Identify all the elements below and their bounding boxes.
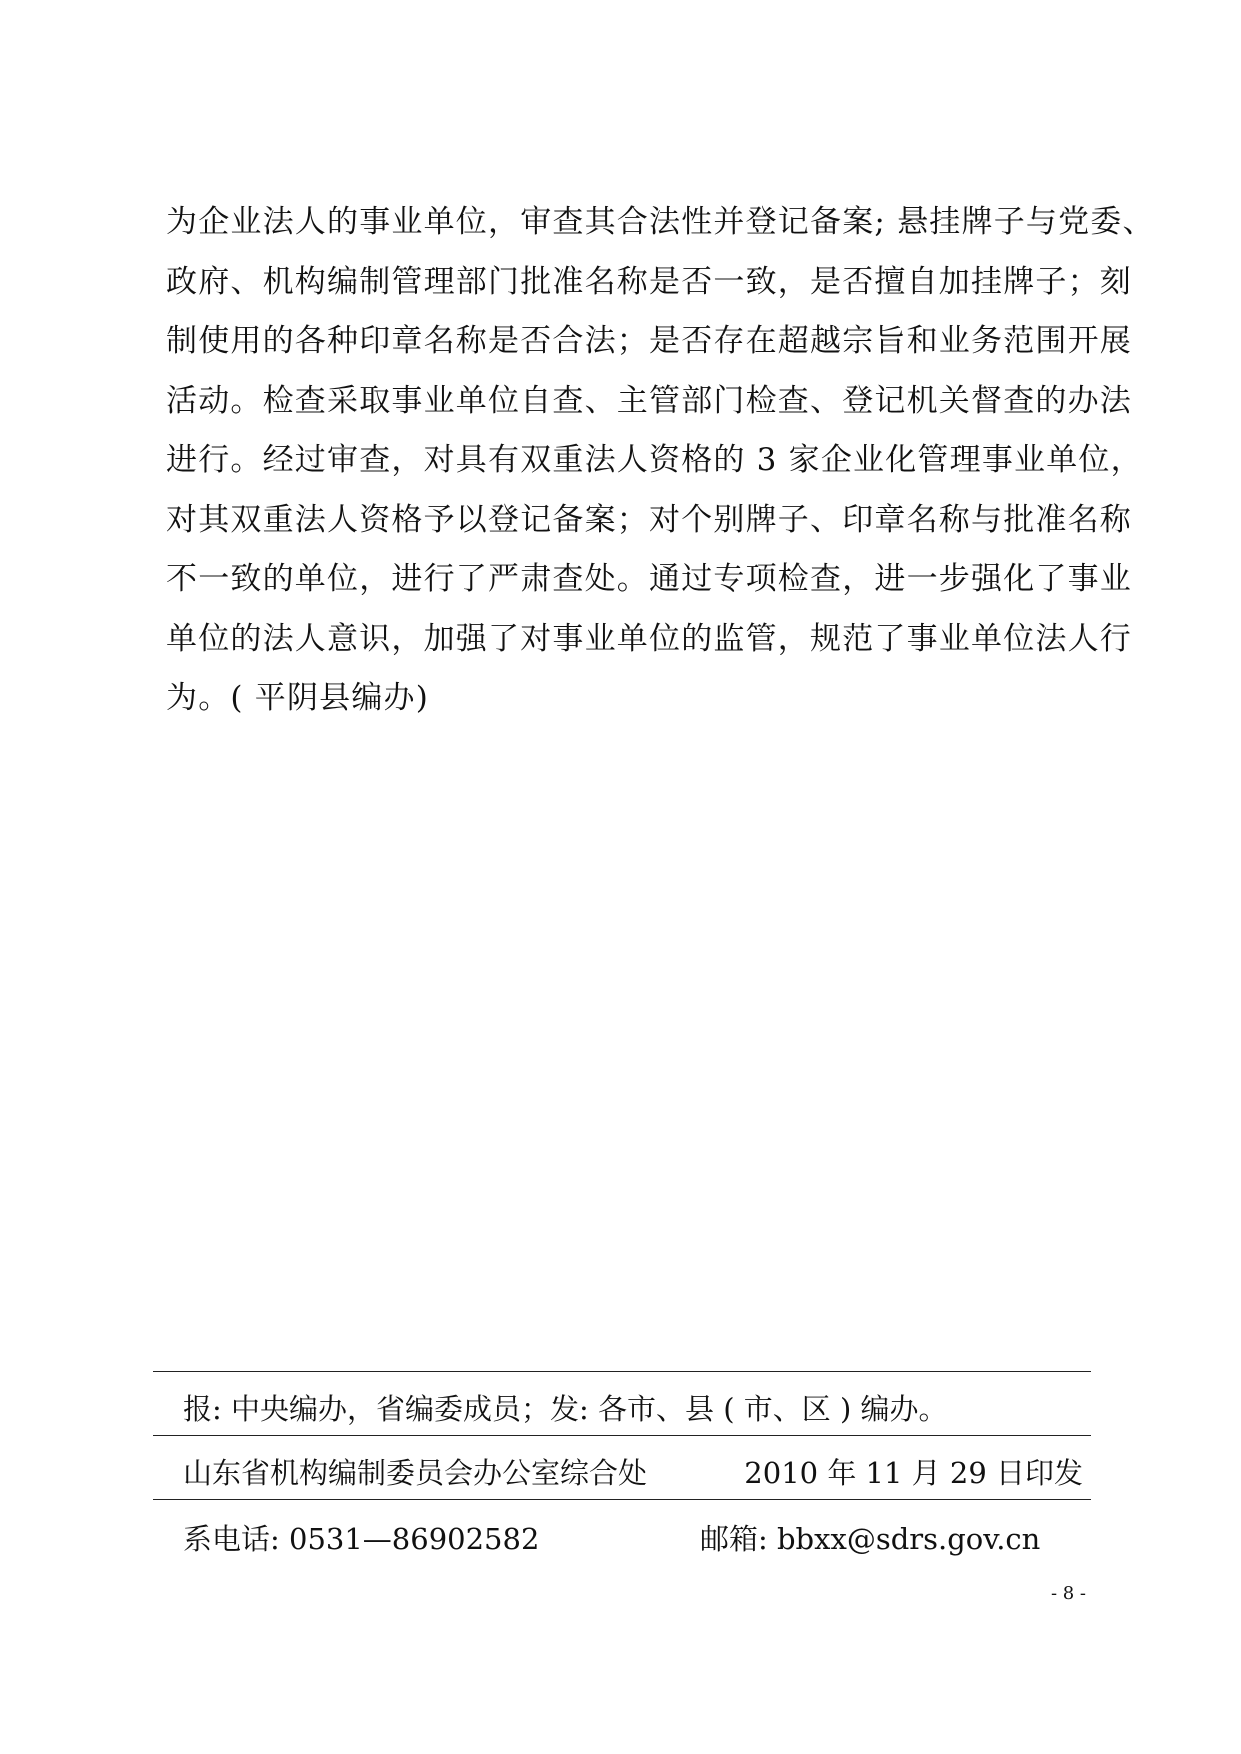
footer-rule-bottom — [153, 1499, 1091, 1500]
body-line: 不一致的单位，进行了严肃查处。通过专项检查，进一步强化了事业 — [166, 561, 1132, 597]
body-line: 制使用的各种印章名称是否合法；是否存在超越宗旨和业务范围开展 — [166, 323, 1132, 359]
contact-row — [183, 1519, 1083, 1559]
page-number: - 8 - — [1050, 1583, 1086, 1604]
body-line: 为企业法人的事业单位，审查其合法性并登记备案; 悬挂牌子与党委、 — [166, 204, 1155, 240]
distribution-row — [183, 1389, 1083, 1429]
footer-rule-top — [153, 1371, 1091, 1372]
distribution-text: 报: 中央编办，省编委成员；发: 各市、县 ( 市、区 ) 编办。 — [183, 1392, 948, 1426]
footer-rule-middle — [153, 1435, 1091, 1436]
body-line: 进行。经过审查，对具有双重法人资格的 3 家企业化管理事业单位， — [166, 442, 1143, 478]
issue-date: 2010 年 11 月 29 日印发 — [744, 1456, 1083, 1490]
issuer-name: 山东省机构编制委员会办公室综合处 — [183, 1456, 648, 1490]
body-line: 活动。检查采取事业单位自查、主管部门检查、登记机关督查的办法 — [166, 382, 1132, 419]
contact-phone: 系电话: 0531—86902582 — [183, 1522, 540, 1556]
body-line: 为。( 平阴县编办) — [166, 680, 430, 716]
contact-email: 邮箱: bbxx@sdrs.gov.cn — [700, 1522, 1041, 1556]
body-paragraph — [166, 193, 1155, 729]
issuer-row — [183, 1453, 1083, 1493]
body-line: 政府、机构编制管理部门批准名称是否一致，是否擅自加挂牌子；刻 — [166, 263, 1132, 300]
body-line: 对其双重法人资格予以登记备案；对个别牌子、印章名称与批准名称 — [166, 501, 1132, 538]
body-line: 单位的法人意识，加强了对事业单位的监管，规范了事业单位法人行 — [166, 620, 1132, 657]
